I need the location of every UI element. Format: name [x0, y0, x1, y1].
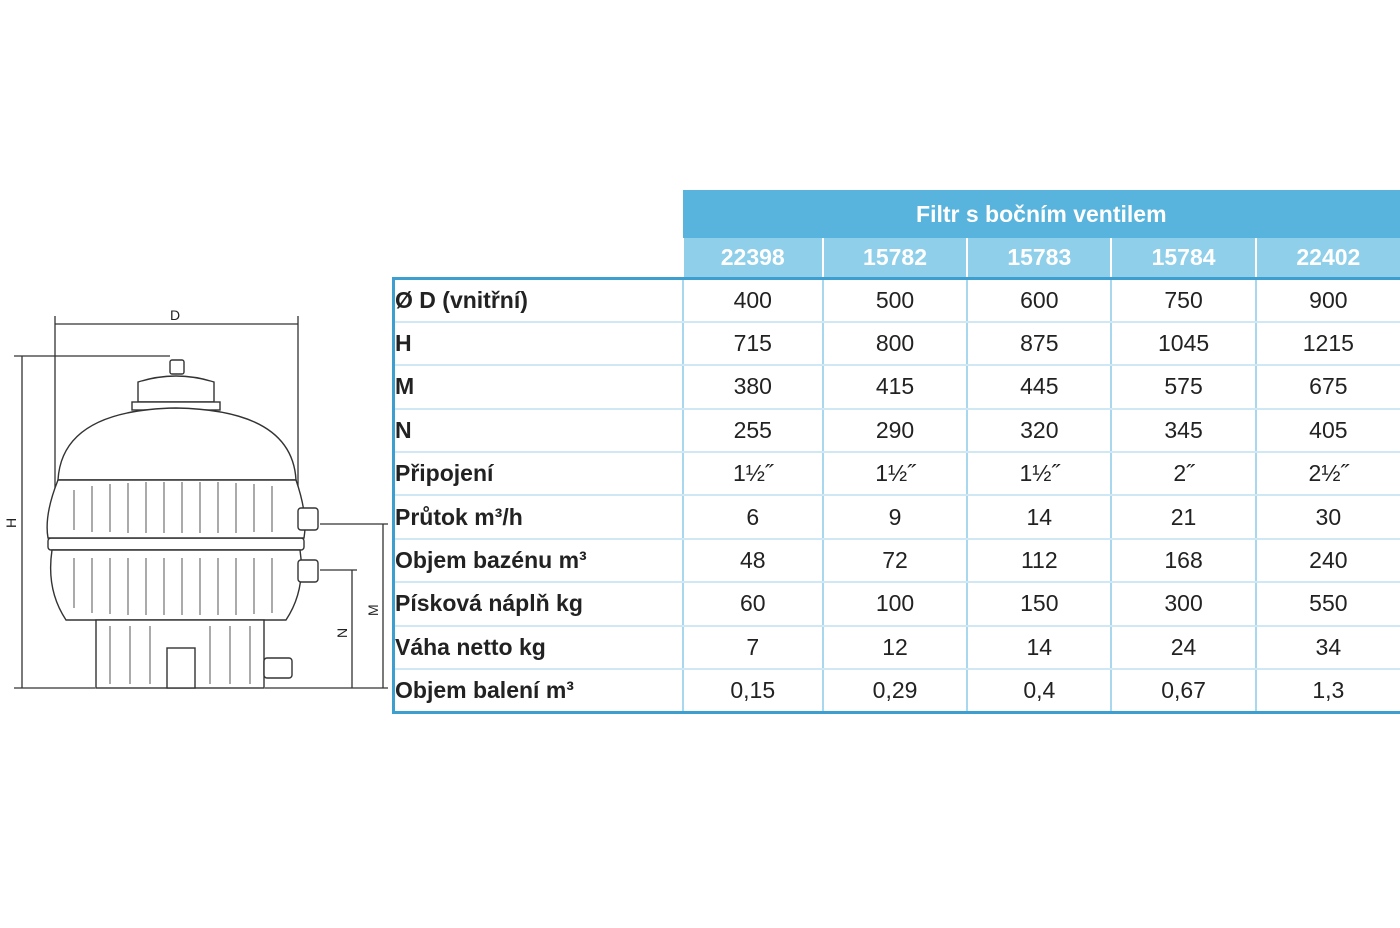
- table-cell: 168: [1111, 539, 1255, 582]
- table-cell: 112: [967, 539, 1111, 582]
- table-cell: 12: [823, 626, 967, 669]
- row-label: Váha netto kg: [394, 626, 683, 669]
- table-cell: 445: [967, 365, 1111, 408]
- table-cell: 30: [1256, 495, 1400, 538]
- row-label: H: [394, 322, 683, 365]
- table-cell: 0,4: [967, 669, 1111, 712]
- table-cell: 60: [683, 582, 823, 625]
- row-label: Objem balení m³: [394, 669, 683, 712]
- table-cell: 1½˝: [967, 452, 1111, 495]
- table-row: [394, 582, 1400, 625]
- table-cell: 34: [1256, 626, 1400, 669]
- header-blank-cell: [394, 238, 683, 279]
- model-header: 15782: [823, 238, 967, 279]
- label-n: N: [334, 627, 350, 638]
- table-group-header-row: [394, 190, 1400, 238]
- label-h: H: [3, 517, 19, 528]
- table-cell: 380: [683, 365, 823, 408]
- model-header-row: [394, 238, 1400, 279]
- table-row: [394, 495, 1400, 538]
- table-cell: 1045: [1111, 322, 1255, 365]
- spec-table: [392, 190, 1400, 714]
- label-m: M: [365, 604, 381, 616]
- table-cell: 14: [967, 626, 1111, 669]
- table-cell: 800: [823, 322, 967, 365]
- table-cell: 415: [823, 365, 967, 408]
- table-row: [394, 279, 1400, 322]
- table-cell: 900: [1256, 279, 1400, 322]
- table-row: [394, 626, 1400, 669]
- table-cell: 550: [1256, 582, 1400, 625]
- label-d: D: [170, 307, 181, 323]
- row-label: Objem bazénu m³: [394, 539, 683, 582]
- table-cell: 875: [967, 322, 1111, 365]
- table-cell: 715: [683, 322, 823, 365]
- table-row: [394, 365, 1400, 408]
- table-row: [394, 409, 1400, 452]
- table-cell: 575: [1111, 365, 1255, 408]
- table-cell: 300: [1111, 582, 1255, 625]
- table-cell: 600: [967, 279, 1111, 322]
- table-cell: 750: [1111, 279, 1255, 322]
- row-label: N: [394, 409, 683, 452]
- table-cell: 24: [1111, 626, 1255, 669]
- table-cell: 21: [1111, 495, 1255, 538]
- table-cell: 150: [967, 582, 1111, 625]
- table-cell: 345: [1111, 409, 1255, 452]
- tank-body: [47, 360, 318, 688]
- group-title: Filtr s bočním ventilem: [683, 190, 1400, 238]
- table-cell: 320: [967, 409, 1111, 452]
- row-label: Připojení: [394, 452, 683, 495]
- table-cell: 255: [683, 409, 823, 452]
- table-cell: 405: [1256, 409, 1400, 452]
- table-row: [394, 322, 1400, 365]
- row-label: M: [394, 365, 683, 408]
- table-cell: 240: [1256, 539, 1400, 582]
- table-cell: 6: [683, 495, 823, 538]
- table-cell: 7: [683, 626, 823, 669]
- table-cell: 48: [683, 539, 823, 582]
- filter-tank-diagram: [0, 290, 400, 710]
- table-row: [394, 539, 1400, 582]
- table-cell: 400: [683, 279, 823, 322]
- table-cell: 72: [823, 539, 967, 582]
- table-cell: 1½˝: [823, 452, 967, 495]
- model-header: 15783: [967, 238, 1111, 279]
- model-header: 22402: [1256, 238, 1400, 279]
- header-blank-cell: [394, 190, 683, 238]
- table-cell: 2˝: [1111, 452, 1255, 495]
- table-cell: 9: [823, 495, 967, 538]
- model-header: 15784: [1111, 238, 1255, 279]
- model-header: 22398: [683, 238, 823, 279]
- row-label: Písková náplň kg: [394, 582, 683, 625]
- table-row: [394, 452, 1400, 495]
- table-cell: 290: [823, 409, 967, 452]
- table-cell: 500: [823, 279, 967, 322]
- table-cell: 0,29: [823, 669, 967, 712]
- table-cell: 14: [967, 495, 1111, 538]
- table-cell: 1½˝: [683, 452, 823, 495]
- table-cell: 2½˝: [1256, 452, 1400, 495]
- row-label: Ø D (vnitřní): [394, 279, 683, 322]
- table-row: [394, 669, 1400, 712]
- table-cell: 675: [1256, 365, 1400, 408]
- table-cell: 0,67: [1111, 669, 1255, 712]
- table-cell: 100: [823, 582, 967, 625]
- table-cell: 1215: [1256, 322, 1400, 365]
- table-cell: 0,15: [683, 669, 823, 712]
- table-cell: 1,3: [1256, 669, 1400, 712]
- row-label: Průtok m³/h: [394, 495, 683, 538]
